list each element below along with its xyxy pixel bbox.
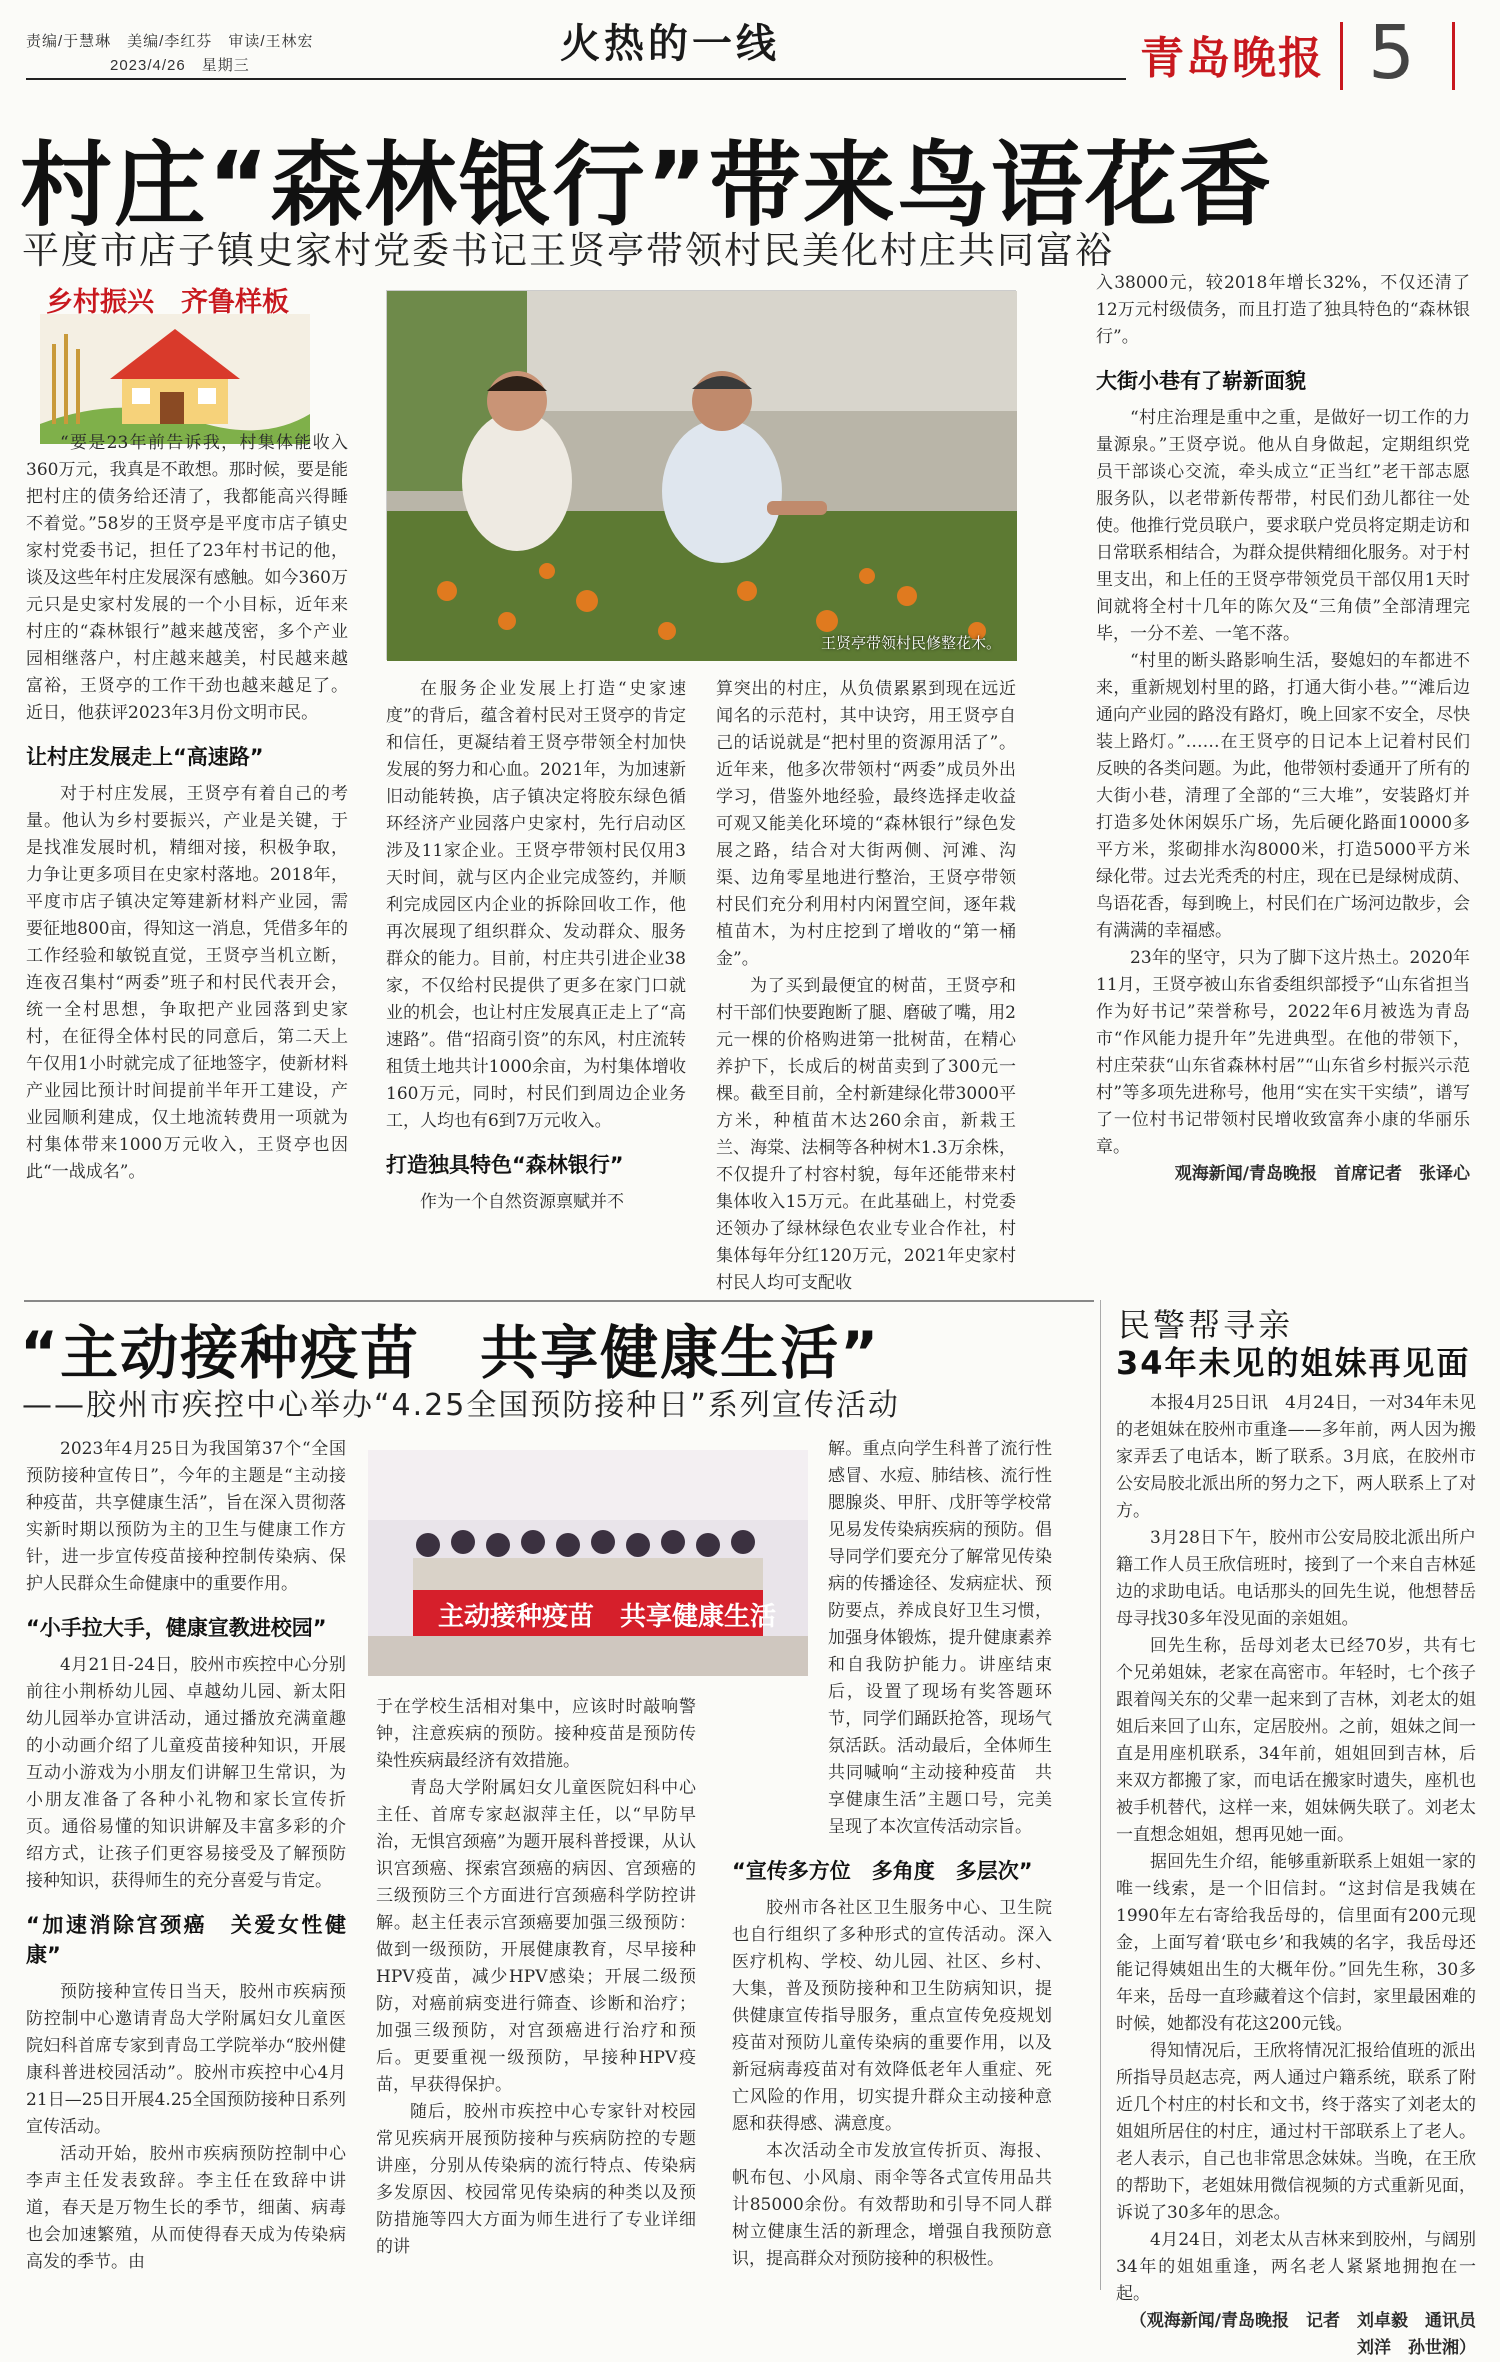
story1-byline: 观海新闻/青岛晚报 首席记者 张译心 [1174,1164,1470,1184]
story2-paragraph: 本次活动全市发放宣传折页、海报、帆布包、小风扇、雨伞等各式宣传用品共计85000余份。有效帮助和引导不同人群树立健康生活的新理念，增强自我预防意识，提高群众对预防接种的积极性。 [732,2141,1052,2269]
story2-subhead-3: “宣传多方位 多角度 多层次” [732,1859,1033,1883]
story3-paragraph: 回先生称，岳母刘老太已经70岁，共有七个兄弟姐妹，老家在高密市。年轻时，七个孩子跟着闯关东的父辈一起来到了吉林，刘老太的姐姐后来回了山东，定居胶州。之前，姐妹之间一直是用座机联系，34年前，姐姐回到吉林，后来双方都搬了家，而电话在搬家时遗失，座机也被手机替代，这样一来，姐妹俩失联了。刘老太一直想念姐姐，想再见她一面。 [1116,1636,1476,1845]
story2-column-3 [732,1436,1052,2296]
story3-headline: 34年未见的姐妹再见面 [1116,1344,1471,1382]
story1-paragraph: 为了买到最便宜的树苗，王贤亭和村干部们快要跑断了腿、磨破了嘴，用2元一棵的价格购进第一批树苗，在精心养护下，长成后的树苗卖到了300元一棵。截至目前，全村新建绿化带3000平方米，种植苗木达260余亩，新栽王兰、海棠、法桐等各种树木1.3万余株，不仅提升了村容村貌，每年还能带来村集体收入15万元。在此基础上，村党委还领办了绿林绿色农业专业合作社，村集体每年分红120万元，2021年史家村村民人均可支配收 [716,976,1016,1293]
story3-paragraph: 4月24日，刘老太从吉林来到胶州，与阔别34年的姐姐重逢，两名老人紧紧地拥抱在一起。 [1116,2230,1476,2304]
story1-column-3 [716,676,1016,1293]
story2-column-1 [26,1436,346,2296]
story3-kicker: 民警帮寻亲 [1118,1306,1294,1344]
story1-subhead-3: 大街小巷有了崭新面貌 [1096,369,1306,393]
story1-lead: “要是23年前告诉我，村集体能收入360万元，我真是不敢想。那时候，要是能把村庄的债务给还清了，我都能高兴得睡不着觉。”58岁的王贤亭是平度市店子镇史家村党委书记，担任了23年村书记的他，谈及这些年村庄发展深有感触。如今360万元只是史家村发展的一个小目标，近年来村庄的“森林银行”越来越茂密，多个产业园相继落户，村庄越来越美，村民越来越富裕，王贤亭的工作干劲也越来越足了。近日，他获评2023年3月份文明市民。 [26,433,348,723]
story3-paragraph: 得知情况后，王欣将情况汇报给值班的派出所指导员赵志亮，两人通过户籍系统，联系了附近几个村庄的村长和文书，终于落实了刘老太的姐姐所居住的村庄，通过村干部联系上了老人。老人表示，自己也非常思念妹妹。当晚，在王欣的帮助下，老姐妹用微信视频的方式重新见面，诉说了30多年的思念。 [1116,2041,1476,2223]
story3-column [1116,1390,1493,2358]
story1-headline: 村庄“森林银行”带来鸟语花香 [20,132,1273,239]
story1-column-4 [1096,270,1470,1280]
story2-paragraph: 青岛大学附属妇女儿童医院妇科中心主任、首席专家赵淑萍主任，以“早防早治，无惧宫颈癌”为题开展科普授课，从认识宫颈癌、探索宫颈癌的病因、宫颈癌的三级预防三个方面进行宫颈癌科学防控讲解。赵主任表示宫颈癌要加强三级预防：做到一级预防，开展健康教育，尽早接种HPV疫苗，减少HPV感染；开展二级预防，对癌前病变进行筛查、诊断和治疗；加强三级预防，对宫颈癌进行治疗和预后。更要重视一级预防，早接种HPV疫苗，早获得保护。 [376,1778,696,2095]
page-number: 5 [1368,10,1416,96]
banner-slogan: 乡村振兴 齐鲁样板 [46,287,289,318]
story3-byline: （观海新闻/青岛晚报 记者 刘卓毅 通讯员 刘洋 孙世湘） [1129,2311,1493,2358]
story2-paragraph: 解。重点向学生科普了流行性感冒、水痘、肺结核、流行性腮腺炎、甲肝、戊肝等学校常见易发传染病疾病的预防。倡导同学们要充分了解常见传染病的传播途径、发病症状、预防要点，养成良好卫生习惯，加强身体锻炼，提升健康素养和自我防护能力。讲座结束后，设置了现场有奖答题环节，同学们踊跃抢答，现场气氛活跃。活动最后，全体师生共同喊响“主动接种疫苗 共享健康生活”主题口号，完美呈现了本次宣传活动宗旨。 [828,1439,1052,1837]
column-divider [1100,1300,1101,2290]
story3-paragraph: 本报4月25日讯 4月24日，一对34年未见的老姐妹在胶州市重逢——多年前，两人因为搬家弄丢了电话本，断了联系。3月底，在胶州市公安局胶北派出所的努力之下，两人联系上了对方。 [1116,1393,1476,1521]
story2-paragraph: 2023年4月25日为我国第37个“全国预防接种宣传日”，今年的主题是“主动接种疫苗，共享健康生活”，旨在深入贯彻落实新时期以预防为主的卫生与健康工作方针，进一步宣传疫苗接种控制传染病、保护人民群众生命健康中的重要作用。 [26,1439,346,1594]
story1-subheadline: 平度市店子镇史家村党委书记王贤亭带领村民美化村庄共同富裕 [22,229,1114,272]
page-bar-left [1340,22,1343,90]
issue-date: 2023/4/26 星期三 [110,57,250,74]
story2-paragraph: 活动开始，胶州市疾病预防控制中心李声主任发表致辞。李主任在致辞中讲道，春天是万物生长的季节，细菌、病毒也会加速繁殖，从而使得春天成为传染病高发的季节。由 [26,2144,346,2272]
story3-paragraph: 3月28日下午，胶州市公安局胶北派出所户籍工作人员王欣信班时，接到了一个来自吉林延边的求助电话。电话那头的回先生说，他想替岳母寻找30多年没见面的亲姐姐。 [1116,1528,1476,1629]
story1-paragraph: “村里的断头路影响生活，娶媳妇的车都进不来，重新规划村里的路，打通大街小巷。”“滩后边通向产业园的路没有路灯，晚上回家不安全，尽快装上路灯。”……在王贤亭的日记本上记着村民们反映的各类问题。为此，他带领村委通开了所有的大街小巷，清理了全部的“三大堆”，安装路灯并打造多处休闲娱乐广场，先后硬化路面10000多平方米，浆砌排水沟8000米，打造5000平方米绿化带。过去光秃秃的村庄，现在已是绿树成荫、鸟语花香，每到晚上，村民们在广场河边散步，会有满满的幸福感。 [1096,651,1470,941]
story1-paragraph: “村庄治理是重中之重，是做好一切工作的力量源泉。”王贤亭说。他从自身做起，定期组织党员干部谈心交流，牵头成立“正当红”老干部志愿服务队，以老带新传帮带，村民们劲儿都往一处使。他推行党员联户，要求联户党员将定期走访和日常联系相结合，为群众提供精细化服务。对于村里支出，和上任的王贤亭带领党员干部仅用1天时间就将全村十几年的陈欠及“三角债”全部清理完毕，一分不差、一笔不落。 [1096,408,1470,644]
header-rule [26,78,1126,80]
story1-paragraph: 作为一个自然资源禀赋并不 [420,1192,624,1212]
story1-column-2 [386,676,686,1286]
story1-paragraph: 在服务企业发展上打造“史家速度”的背后，蕴含着村民对王贤亭的肯定和信任，更凝结着王贤亭带领全村加快发展的努力和心血。2021年，为加速新旧动能转换，店子镇决定将胶东绿色循环经济产业园落户史家村，先行启动区涉及11家企业。王贤亭带领村民仅用3天时间，就与区内企业完成签约，并顺利完成园区内企业的拆除回收工作，他再次展现了组织群众、发动群众、服务群众的能力。目前，村庄共引进企业38家，不仅给村民提供了更多在家门口就业的机会，也让村庄发展真正走上了“高速路”。借“招商引资”的东风，村庄流转租赁土地共计1000余亩，为村集体增收160万元，同时，村民们到周边企业务工，人均也有6到7万元收入。 [386,679,686,1131]
story1-paragraph: 算突出的村庄，从负债累累到现在远近闻名的示范村，其中诀窍，用王贤亭自己的话说就是“把村里的资源用活了”。近年来，他多次带领村“两委”成员外出学习，借鉴外地经验，最终选择走收益可观又能美化环境的“森林银行”绿色发展之路，结合对大街两侧、河滩、沟渠、边角零星地进行整治，王贤亭带领村民们充分利用村内闲置空间，逐年栽植苗木，为村庄挖到了增收的“第一桶金”。 [716,679,1016,969]
story1-column-1 [26,430,348,1305]
page-bar-right [1452,22,1455,90]
story2-column-2 [376,1694,696,2294]
story1-paragraph: 入38000元，较2018年增长32%，不仅还清了12万元村级债务，而且打造了独具特色的“森林银行”。 [1096,273,1470,347]
story2-paragraph: 胶州市各社区卫生服务中心、卫生院也自行组织了多种形式的宣传活动。深入医疗机构、学校、幼儿园、社区、乡村、大集，普及预防接种和卫生防病知识，提供健康宣传指导服务，重点宣传免疫规划疫苗对预防儿童传染病的重要作用，以及新冠病毒疫苗对有效降低老年人重症、死亡风险的作用，切实提升群众主动接种意愿和获得感、满意度。 [732,1898,1052,2134]
photo-banner-text: 主动接种疫苗 共享健康生活 [438,1602,777,1632]
section-divider [24,1300,1094,1302]
story1-photo-caption: 王贤亭带领村民修整花木。 [820,635,1001,652]
story1-paragraph: 23年的坚守，只为了脚下这片热土。2020年11月，王贤亭被山东省委组织部授予“山东省担当作为好书记”荣誉称号，2022年6月被选为青岛市“作风能力提升年”先进典型。在他的带领下，村庄荣获“山东省森林村居”“山东省乡村振兴示范村”等多项先进称号，他用“实在实干实绩”，谱写了一位村书记带领村民增收致富奔小康的华丽乐章。 [1096,948,1470,1157]
story2-paragraph: 随后，胶州市疾控中心专家针对校园常见疾病开展预防接种与疾病防控的专题讲座，分别从传染病的流行特点、传染病多发原因、校园常见传染病的种类以及预防措施等四大方面为师生进行了专业详细的讲 [376,2102,696,2257]
story2-subhead-1: “小手拉大手，健康宣教进校园” [26,1616,327,1640]
story2-subhead-2: “加速消除宫颈癌 关爱女性健康” [26,1913,346,1967]
story2-paragraph: 4月21日-24日，胶州市疾控中心分别前往小荆桥幼儿园、卓越幼儿园、新太阳幼儿园举办宣讲活动，通过播放充满童趣的小动画介绍了儿童疫苗接种知识，开展互动小游戏为小朋友们讲解卫生常识，为小朋友准备了各种小礼物和家长宣传折页。通俗易懂的知识讲解及丰富多彩的介绍方式，让孩子们更容易接受及了解预防接种知识，获得师生的充分喜爱与肯定。 [26,1655,346,1891]
story3-paragraph: 据回先生介绍，能够重新联系上姐姐一家的唯一线索，是一个旧信封。“这封信是我姨在1990年左右寄给我岳母的，信里面有200元现金，上面写着‘联屯乡’和我姨的名字，我岳母还能记得姨姐出生的大概年份。”回先生称，30多年来，岳母一直珍藏着这个信封，家里最困难的时候，她都没有花这200元钱。 [1116,1852,1476,2034]
story2-paragraph: 预防接种宣传日当天，胶州市疾病预防控制中心邀请青岛大学附属妇女儿童医院妇科首席专家到青岛工学院举办“胶州健康科普进校园活动”。胶州市疾控中心4月21日—25日开展4.25全国预防接种日系列宣传活动。 [26,1982,346,2137]
newspaper-logo: 青岛晚报 [1140,33,1324,84]
story1-subhead-2: 打造独具特色“森林银行” [386,1153,624,1177]
story2-subheadline: ——胶州市疾控中心举办“4.25全国预防接种日”系列宣传活动 [22,1388,900,1423]
section-kicker: 火热的一线 [560,21,780,67]
story1-paragraph: 对于村庄发展，王贤亭有着自己的考量。他认为乡村要振兴，产业是关键，于是找准发展时机，精细对接，积极争取，力争让更多项目在史家村落地。2018年，平度市店子镇决定筹建新材料产业园，需要征地800亩，得知这一消息，凭借多年的工作经验和敏锐直觉，王贤亭当机立断，连夜召集村“两委”班子和村民代表开会，统一全村思想，争取把产业园落到史家村，在征得全体村民的同意后，第二天上午仅用1小时就完成了征地签字，使新材料产业园比预计时间提前半年开工建设，产业园顺利建成，仅土地流转费用一项就为村集体带来1000万元收入，王贤亭也因此“一战成名”。 [26,784,348,1182]
story1-subhead-1: 让村庄发展走上“高速路” [26,745,264,769]
story2-paragraph: 于在学校生活相对集中，应该时时敲响警钟，注意疾病的预防。接种疫苗是预防传染性疾病最经济有效措施。 [376,1697,696,1771]
story2-headline: “主动接种疫苗 共享健康生活” [20,1319,881,1387]
editor-credits: 责编/于慧琳 美编/李红芬 审读/王林宏 [26,33,314,50]
story1-photo [386,290,1016,660]
